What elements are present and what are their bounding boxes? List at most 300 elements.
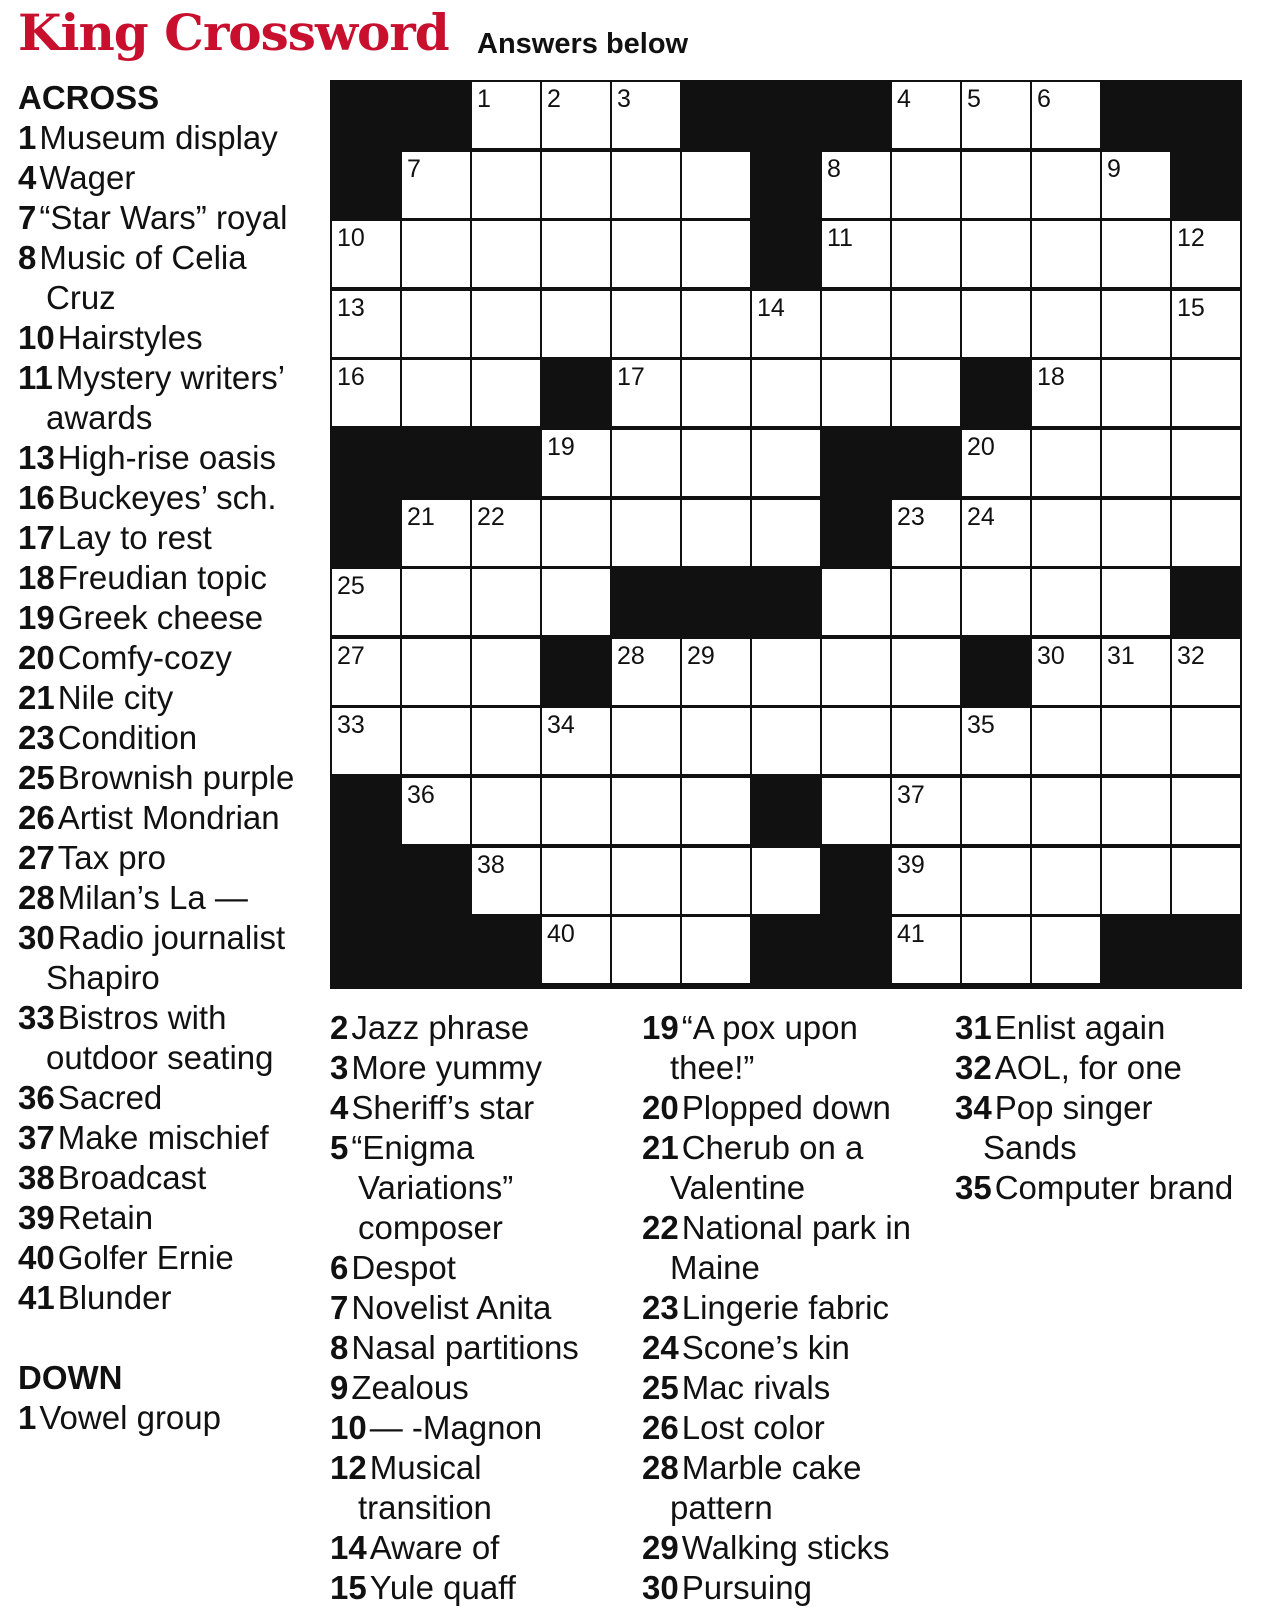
grid-cell[interactable] [542, 569, 610, 635]
cell-number: 22 [477, 503, 505, 531]
clue-number: 8 [330, 1329, 349, 1366]
grid-cell[interactable] [1032, 569, 1100, 635]
grid-cell[interactable] [332, 221, 400, 287]
cell-number: 24 [967, 503, 995, 531]
clue-number: 18 [18, 559, 55, 596]
clue-number: 29 [642, 1529, 679, 1566]
grid-cell[interactable] [752, 708, 820, 774]
grid-cell[interactable] [542, 500, 610, 566]
grid-cell[interactable] [822, 639, 890, 705]
cell-number: 19 [547, 433, 575, 461]
down-heading: DOWN [18, 1359, 123, 1396]
clue-item[interactable] [955, 1168, 1245, 1208]
grid-cell[interactable] [472, 639, 540, 705]
clue-item[interactable] [330, 1368, 620, 1408]
clue-item[interactable] [18, 598, 314, 638]
cell-number: 15 [1177, 294, 1205, 322]
grid-cell[interactable] [612, 778, 680, 844]
grid-cell[interactable] [892, 639, 960, 705]
across-clues-column [18, 78, 314, 1438]
clue-text: Milan’s La — [57, 879, 248, 916]
clue-number: 14 [330, 1529, 367, 1566]
clue-number: 15 [330, 1569, 367, 1606]
clue-item[interactable] [18, 1078, 314, 1118]
grid-cell[interactable] [1172, 221, 1240, 287]
grid-cell[interactable] [682, 778, 750, 844]
grid-cell[interactable] [822, 152, 890, 218]
grid-cell[interactable] [962, 430, 1030, 496]
grid-cell[interactable] [472, 152, 540, 218]
grid-cell[interactable] [542, 848, 610, 914]
grid-cell[interactable] [822, 708, 890, 774]
cell-number: 30 [1037, 642, 1065, 670]
clue-number: 6 [330, 1249, 349, 1286]
grid-cell[interactable] [472, 500, 540, 566]
grid-cell[interactable] [542, 152, 610, 218]
clue-text: Museum display [39, 119, 278, 156]
cell-number: 41 [897, 920, 925, 948]
grid-cell[interactable] [1032, 430, 1100, 496]
clue-number: 7 [330, 1289, 349, 1326]
clue-number: 19 [642, 1009, 679, 1046]
cell-number: 23 [897, 503, 925, 531]
grid-cell[interactable] [402, 291, 470, 357]
clue-number: 25 [642, 1369, 679, 1406]
grid-cell[interactable] [1102, 430, 1170, 496]
grid-cell[interactable] [1172, 778, 1240, 844]
grid-cell[interactable] [892, 917, 960, 983]
clue-item[interactable] [955, 1008, 1245, 1048]
clue-number: 34 [955, 1089, 992, 1126]
clue-item[interactable] [330, 1008, 620, 1048]
grid-cell[interactable] [892, 152, 960, 218]
grid-cell[interactable] [892, 221, 960, 287]
grid-cell[interactable] [472, 569, 540, 635]
cell-number: 16 [337, 363, 365, 391]
clue-number: 33 [18, 999, 55, 1036]
grid-cell[interactable] [332, 708, 400, 774]
clue-text: Enlist again [994, 1009, 1166, 1046]
grid-cell[interactable] [1032, 221, 1100, 287]
grid-cell[interactable] [332, 569, 400, 635]
cell-number: 27 [337, 642, 365, 670]
clue-item[interactable] [18, 638, 314, 678]
clue-item[interactable] [955, 1048, 1245, 1088]
grid-cell[interactable] [542, 291, 610, 357]
clue-text: Comfy-cozy [57, 639, 232, 676]
answers-note: Answers below [477, 28, 689, 60]
grid-cell[interactable] [682, 221, 750, 287]
cell-number: 29 [687, 642, 715, 670]
grid-cell[interactable] [472, 778, 540, 844]
grid-cell[interactable] [962, 291, 1030, 357]
clue-text: Jazz phrase [351, 1009, 530, 1046]
cell-number: 25 [337, 572, 365, 600]
grid-cell[interactable] [682, 152, 750, 218]
clue-text: Freudian topic [57, 559, 267, 596]
clue-number: 1 [18, 1399, 37, 1436]
clue-item[interactable] [642, 1008, 942, 1088]
grid-cell[interactable] [962, 708, 1030, 774]
grid-cell[interactable] [472, 82, 540, 148]
cell-number: 5 [967, 85, 981, 113]
cell-number: 28 [617, 642, 645, 670]
grid-cell[interactable] [1102, 152, 1170, 218]
cell-number: 12 [1177, 224, 1205, 252]
clue-item[interactable] [642, 1128, 942, 1208]
grid-cell[interactable] [612, 221, 680, 287]
grid-cell[interactable] [612, 917, 680, 983]
clue-item[interactable] [18, 718, 314, 758]
clue-item[interactable] [330, 1448, 620, 1528]
clue-text: Music of Celia Cruz [39, 239, 247, 316]
clue-item[interactable] [18, 478, 314, 518]
grid-cell[interactable] [472, 848, 540, 914]
grid-cell[interactable] [542, 778, 610, 844]
grid-cell[interactable] [682, 500, 750, 566]
clue-item[interactable] [18, 918, 314, 998]
grid-cell[interactable] [1032, 500, 1100, 566]
clue-text: Plopped down [681, 1089, 891, 1126]
grid-cell[interactable] [892, 360, 960, 426]
grid-cell[interactable] [1032, 778, 1100, 844]
grid-cell[interactable] [332, 291, 400, 357]
grid-cell[interactable] [1102, 848, 1170, 914]
grid-cell[interactable] [1032, 82, 1100, 148]
clue-number: 11 [18, 359, 53, 396]
clue-number: 10 [330, 1409, 367, 1446]
clue-number: 2 [330, 1009, 349, 1046]
grid-cell[interactable] [962, 82, 1030, 148]
clue-text: National park in Maine [670, 1209, 912, 1286]
grid-cell[interactable] [1102, 708, 1170, 774]
clue-item[interactable] [18, 358, 314, 438]
grid-cell[interactable] [682, 917, 750, 983]
grid-cell[interactable] [682, 430, 750, 496]
clue-item[interactable] [18, 838, 314, 878]
grid-cell[interactable] [402, 569, 470, 635]
clue-number: 30 [18, 919, 55, 956]
grid-cell[interactable] [402, 221, 470, 287]
grid-cell[interactable] [892, 708, 960, 774]
clue-item[interactable] [330, 1088, 620, 1128]
grid-cell[interactable] [682, 848, 750, 914]
cell-number: 33 [337, 711, 365, 739]
crossword-grid[interactable] [330, 80, 1242, 989]
grid-cell[interactable] [962, 848, 1030, 914]
clue-text: Artist Mondrian [57, 799, 280, 836]
down-clues-column-2 [642, 1008, 942, 1608]
grid-cell[interactable] [542, 917, 610, 983]
grid-cell[interactable] [1172, 291, 1240, 357]
clue-number: 40 [18, 1239, 55, 1276]
clue-item[interactable] [642, 1568, 942, 1608]
grid-cell[interactable] [682, 360, 750, 426]
clue-text: Condition [57, 719, 198, 756]
clue-item[interactable] [642, 1088, 942, 1128]
clue-text: Nasal partitions [351, 1329, 579, 1366]
clue-text: Lost color [681, 1409, 825, 1446]
clue-item[interactable] [330, 1408, 620, 1448]
clue-item[interactable] [642, 1408, 942, 1448]
grid-cell[interactable] [402, 639, 470, 705]
clue-number: 23 [642, 1289, 679, 1326]
cell-number: 17 [617, 363, 645, 391]
grid-cell[interactable] [1032, 917, 1100, 983]
down-clues-column-1 [330, 1008, 620, 1608]
clue-number: 23 [18, 719, 55, 756]
clue-item[interactable] [18, 158, 314, 198]
grid-cell[interactable] [892, 82, 960, 148]
cell-number: 20 [967, 433, 995, 461]
clue-text: Sacred [57, 1079, 163, 1116]
cell-number: 37 [897, 781, 925, 809]
clue-text: Hairstyles [57, 319, 203, 356]
clue-text: High-rise oasis [57, 439, 276, 476]
clue-item[interactable] [330, 1328, 620, 1368]
grid-cell[interactable] [892, 569, 960, 635]
grid-cell[interactable] [1172, 500, 1240, 566]
cell-number: 35 [967, 711, 995, 739]
grid-cell[interactable] [1102, 221, 1170, 287]
clue-item[interactable] [18, 558, 314, 598]
clue-number: 7 [18, 199, 37, 236]
grid-cell[interactable] [822, 778, 890, 844]
clue-text: Bistros with outdoor seating [46, 999, 274, 1076]
grid-cell[interactable] [1032, 639, 1100, 705]
clue-item[interactable] [18, 1398, 314, 1438]
clue-number: 20 [642, 1089, 679, 1126]
clue-item[interactable] [642, 1448, 942, 1528]
across-heading: ACROSS [18, 79, 160, 116]
cell-number: 34 [547, 711, 575, 739]
grid-cell[interactable] [402, 360, 470, 426]
grid-cell[interactable] [472, 708, 540, 774]
grid-cell[interactable] [1172, 708, 1240, 774]
grid-cell[interactable] [1172, 848, 1240, 914]
grid-cell[interactable] [962, 500, 1030, 566]
grid-cell[interactable] [892, 778, 960, 844]
clue-item[interactable] [642, 1288, 942, 1328]
grid-cell[interactable] [472, 291, 540, 357]
grid-cell[interactable] [1102, 291, 1170, 357]
clue-item[interactable] [18, 438, 314, 478]
grid-cell[interactable] [472, 221, 540, 287]
grid-cell[interactable] [1102, 569, 1170, 635]
clue-number: 38 [18, 1159, 55, 1196]
grid-cell[interactable] [402, 152, 470, 218]
grid-cell[interactable] [822, 291, 890, 357]
grid-cell[interactable] [1102, 500, 1170, 566]
clue-item[interactable] [330, 1128, 620, 1248]
grid-cell[interactable] [402, 500, 470, 566]
grid-cell[interactable] [612, 848, 680, 914]
clue-number: 21 [18, 679, 55, 716]
grid-cell[interactable] [332, 360, 400, 426]
clue-number: 5 [330, 1129, 349, 1166]
clue-item[interactable] [330, 1568, 620, 1608]
clue-item[interactable] [18, 1278, 314, 1318]
grid-cell[interactable] [1172, 360, 1240, 426]
grid-cell[interactable] [892, 500, 960, 566]
grid-cell[interactable] [682, 291, 750, 357]
grid-cell[interactable] [612, 639, 680, 705]
clue-item[interactable] [642, 1328, 942, 1368]
clue-number: 12 [330, 1449, 367, 1486]
clue-number: 41 [18, 1279, 55, 1316]
clue-number: 35 [955, 1169, 992, 1206]
clue-number: 13 [18, 439, 55, 476]
cell-number: 11 [827, 224, 853, 252]
clue-item[interactable] [18, 318, 314, 358]
clue-number: 4 [330, 1089, 349, 1126]
clue-number: 21 [642, 1129, 679, 1166]
clue-number: 28 [18, 879, 55, 916]
grid-cell[interactable] [542, 82, 610, 148]
grid-cell[interactable] [612, 82, 680, 148]
grid-cell[interactable] [1102, 639, 1170, 705]
clue-item[interactable] [18, 758, 314, 798]
grid-cell[interactable] [612, 500, 680, 566]
grid-cell[interactable] [962, 917, 1030, 983]
cell-number: 6 [1037, 85, 1051, 113]
grid-cell[interactable] [1102, 360, 1170, 426]
clue-text: Pop singer Sands [983, 1089, 1153, 1166]
grid-cell[interactable] [542, 708, 610, 774]
clue-item[interactable] [18, 878, 314, 918]
grid-cell[interactable] [612, 152, 680, 218]
puzzle-title: King Crossword [18, 3, 449, 62]
clue-item[interactable] [642, 1528, 942, 1568]
grid-cell[interactable] [892, 848, 960, 914]
clue-item[interactable] [330, 1288, 620, 1328]
grid-cell[interactable] [822, 221, 890, 287]
grid-cell[interactable] [752, 360, 820, 426]
cell-number: 36 [407, 781, 435, 809]
clue-text: Walking sticks [681, 1529, 890, 1566]
clue-item[interactable] [642, 1368, 942, 1408]
clue-text: Make mischief [57, 1119, 269, 1156]
grid-cell[interactable] [1032, 708, 1100, 774]
clue-text: Blunder [57, 1279, 172, 1316]
clue-item[interactable] [18, 1198, 314, 1238]
clue-text: Retain [57, 1199, 154, 1236]
clue-text: “A pox upon thee!” [670, 1009, 858, 1086]
grid-cell[interactable] [752, 291, 820, 357]
grid-cell[interactable] [542, 221, 610, 287]
clue-number: 1 [18, 119, 37, 156]
clue-text: Musical transition [358, 1449, 492, 1526]
grid-cell[interactable] [332, 639, 400, 705]
grid-cell[interactable] [962, 569, 1030, 635]
clue-item[interactable] [18, 238, 314, 318]
grid-cell[interactable] [542, 430, 610, 496]
clue-item[interactable] [330, 1048, 620, 1088]
grid-cell[interactable] [1032, 360, 1100, 426]
clue-text: Lay to rest [57, 519, 212, 556]
grid-cell[interactable] [612, 360, 680, 426]
clue-text: Yule quaff [369, 1569, 516, 1606]
grid-cell[interactable] [892, 291, 960, 357]
clue-item[interactable] [330, 1528, 620, 1568]
clue-number: 3 [330, 1049, 349, 1086]
clue-number: 37 [18, 1119, 55, 1156]
grid-cell[interactable] [612, 291, 680, 357]
clue-text: Vowel group [39, 1399, 221, 1436]
grid-cell[interactable] [402, 708, 470, 774]
clue-text: “Enigma Variations” composer [351, 1129, 514, 1246]
cell-number: 13 [337, 294, 365, 322]
grid-cell[interactable] [962, 221, 1030, 287]
clue-number: 25 [18, 759, 55, 796]
grid-cell[interactable] [682, 708, 750, 774]
cell-number: 31 [1107, 642, 1135, 670]
clue-number: 20 [18, 639, 55, 676]
clue-item[interactable] [18, 798, 314, 838]
cell-number: 4 [897, 85, 911, 113]
clue-item[interactable] [18, 118, 314, 158]
grid-cell[interactable] [1102, 778, 1170, 844]
grid-cell[interactable] [962, 778, 1030, 844]
grid-cell[interactable] [682, 639, 750, 705]
cell-number: 14 [757, 294, 785, 322]
grid-cell[interactable] [752, 430, 820, 496]
grid-cell[interactable] [1032, 291, 1100, 357]
down-clues-column-3 [955, 1008, 1245, 1208]
grid-cell[interactable] [612, 430, 680, 496]
cell-number: 9 [1107, 155, 1121, 183]
clue-item[interactable] [18, 518, 314, 558]
grid-cell[interactable] [962, 152, 1030, 218]
clue-item[interactable] [18, 198, 314, 238]
clue-item[interactable] [18, 998, 314, 1078]
grid-cell[interactable] [1032, 152, 1100, 218]
grid-cell[interactable] [822, 569, 890, 635]
clue-item[interactable] [642, 1208, 942, 1288]
clue-number: 39 [18, 1199, 55, 1236]
clue-number: 17 [18, 519, 55, 556]
cell-number: 1 [477, 85, 491, 113]
clue-text: More yummy [351, 1049, 543, 1086]
clue-item[interactable] [18, 678, 314, 718]
grid-cell[interactable] [1032, 848, 1100, 914]
clue-item[interactable] [955, 1088, 1245, 1168]
grid-cell[interactable] [612, 708, 680, 774]
clue-item[interactable] [18, 1238, 314, 1278]
clue-number: 31 [955, 1009, 992, 1046]
clue-item[interactable] [18, 1158, 314, 1198]
grid-cell[interactable] [822, 360, 890, 426]
clue-text: Aware of [369, 1529, 500, 1566]
grid-cell[interactable] [1172, 639, 1240, 705]
cell-number: 8 [827, 155, 841, 183]
grid-cell[interactable] [752, 500, 820, 566]
clue-text: Lingerie fabric [681, 1289, 889, 1326]
grid-cell[interactable] [1172, 430, 1240, 496]
grid-cell[interactable] [472, 360, 540, 426]
grid-cell[interactable] [752, 848, 820, 914]
clue-text: Despot [351, 1249, 456, 1286]
clue-item[interactable] [330, 1248, 620, 1288]
cell-number: 18 [1037, 363, 1065, 391]
grid-cell[interactable] [752, 639, 820, 705]
clue-text: Sheriff’s star [351, 1089, 535, 1126]
clue-number: 26 [18, 799, 55, 836]
clue-item[interactable] [18, 1118, 314, 1158]
cell-number: 7 [407, 155, 421, 183]
clue-number: 27 [18, 839, 55, 876]
grid-cell[interactable] [402, 778, 470, 844]
